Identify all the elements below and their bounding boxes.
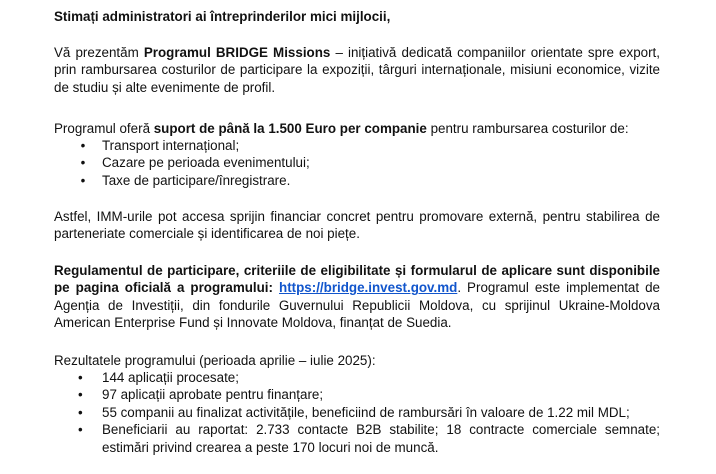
results-list [54,369,660,456]
rules-post: . Programul este implementat de Agenția de Investiții, din fondurile Guvernului Republicii Moldova, cu sprijinul Ukraine-Moldova American Enterprise Fund și Innovate Moldova, finanțat de Suedia. [54,280,661,331]
bullet-icon: • [78,404,83,420]
offer-pre: Programul oferă [54,121,154,136]
list-item: • 55 companii au finalizat activitățile, beneficiind de rambursări în valoare de 1.22 mil MDL; [78,404,630,420]
rules-bold: Regulamentul de participare, criteriile de eligibilitate și formularul de aplicare sunt disponibile pe pagina oficială a programului: [54,263,660,296]
results-heading: Rezultatele programului (perioada aprilie – iulie 2025): [54,353,376,368]
bullet-icon: • [78,370,83,385]
list-item: • Cazare pe perioada evenimentului; [54,154,660,171]
bullet-icon: • [80,138,86,153]
access-paragraph: Astfel, IMM-urile pot accesa sprijin financiar concret pentru promovare externă, pentru stabilirea de parteneriate comerciale și identificarea de noi piețe. [54,209,660,242]
intro-paragraph [54,44,660,96]
intro-pre: Vă prezentăm [54,45,144,60]
offer-list [54,137,660,189]
greeting: Stimați administratori ai întreprinderilor mici mijlocii, [54,9,391,24]
offer-highlight: suport de până la 1.500 Euro per companie [153,121,427,136]
intro-post: – inițiativă dedicată companiilor orientate spre export, prin rambursarea costurilor de participare la expoziții, târguri internaționale, misiuni economice, vizite de studiu și alte evenimente de profil. [54,45,660,95]
offer-post: pentru rambursarea costurilor de: [426,121,629,136]
list-item: • Taxe de participare/înregistrare. [54,172,660,189]
list-item: • 97 aplicații aprobate pentru finanțare; [78,387,324,403]
program-link[interactable]: https://bridge.invest.gov.md [279,280,458,296]
bullet-icon: • [78,387,83,403]
bullet-icon: • [80,172,86,188]
offer-paragraph [54,120,660,137]
bullet-icon: • [80,155,86,171]
list-item: • Beneficiarii au raportat: 2.733 contacte B2B stabilite; 18 contracte comerciale semnate; estimări privind crearea a peste 170 locuri noi de muncă. [78,422,660,455]
bullet-icon: • [78,422,83,438]
program-name: Programul BRIDGE Missions [143,45,331,60]
list-item: • Transport internațional; [54,137,660,154]
list-item: • 144 aplicații procesate; [78,370,239,385]
rules-paragraph [54,262,660,332]
